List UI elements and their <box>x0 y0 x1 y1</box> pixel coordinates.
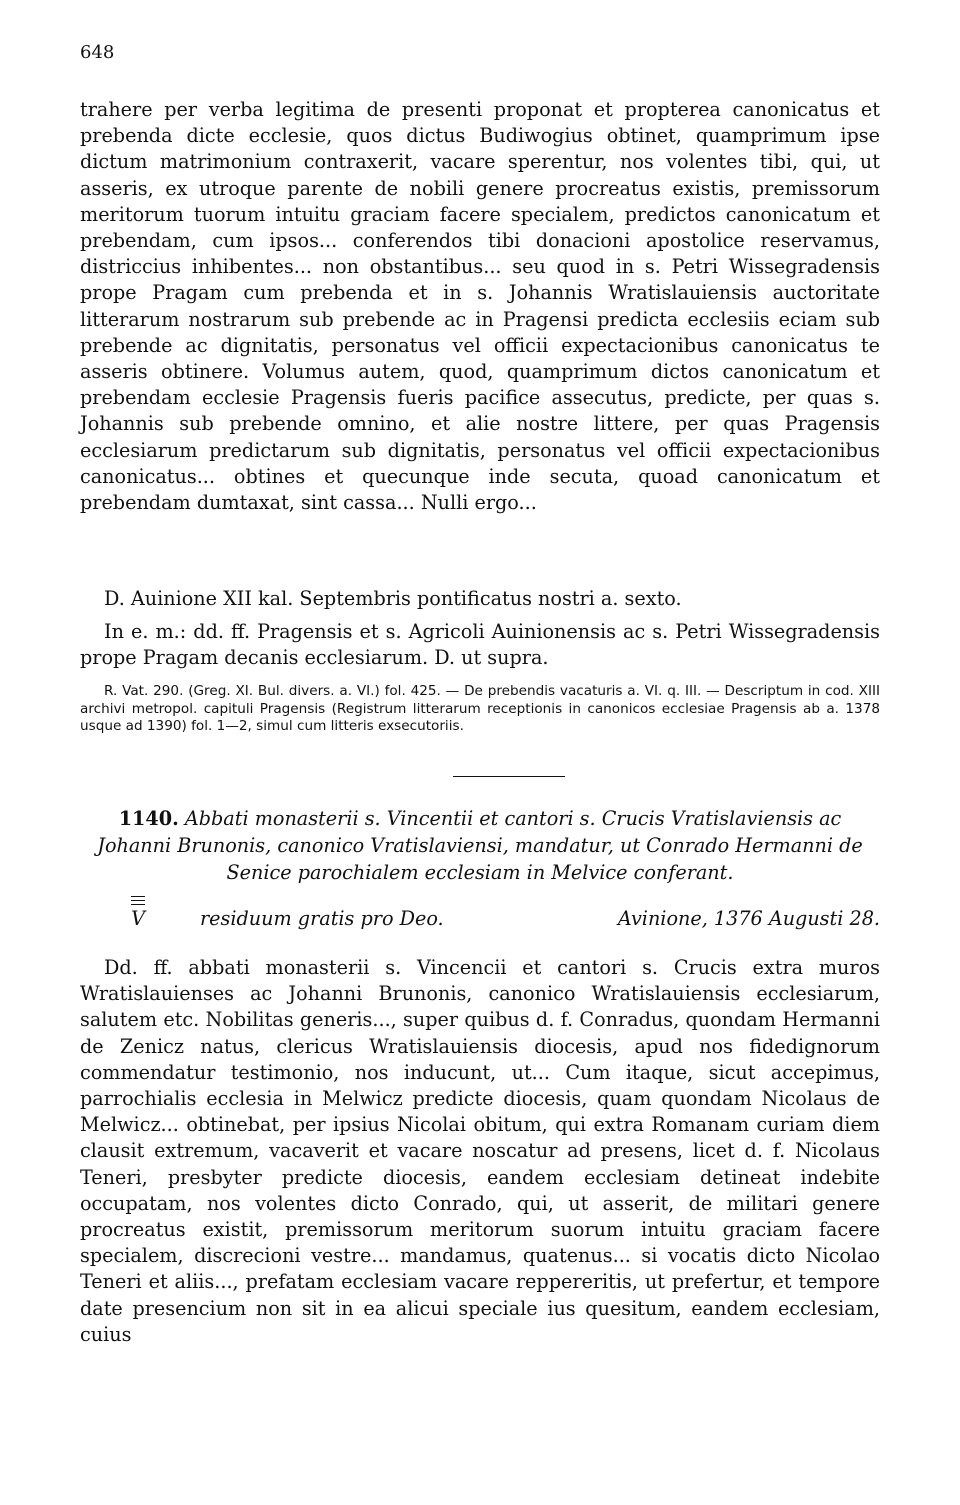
document-2-regest: Abbati monasterii s. Vincentii et cantori s. Crucis Vratislaviensis ac Johanni Brunonis, canonico Vratislaviensi, mandatur, ut Conrado Hermanni de Senice parochialem ecclesiam in Melvice conferant. <box>97 807 863 884</box>
document-2-heading <box>80 805 880 886</box>
triple-bar-mark-icon <box>128 893 148 909</box>
fee-note: residuum gratis pro Deo. <box>200 907 444 930</box>
tax-mark <box>128 893 148 928</box>
document-1-eodem-modo-note: In e. m.: dd. ff. Pragensis et s. Agricoli Auinionensis ac s. Petri Wissegradensis prope Pragam decanis ecclesiarum. D. ut supra. <box>80 620 880 670</box>
document-2-number: 1140. <box>118 807 179 830</box>
document-1-source-footnote: R. Vat. 290. (Greg. XI. Bul. divers. a. VI.) fol. 425. — De prebendis vacaturis a. VI. q. III. — Descriptum in cod. XIII archivi metropol. capituli Pragensis (Registrum litterarum receptionis in canonicos ecclesiae Pragensis ab a. 1378 usque ad 1390) fol. 1—2, simul cum litteris exsecutoriis. <box>80 683 880 734</box>
tax-mark-letter: V <box>131 907 145 930</box>
place-and-date: Avinione, 1376 Augusti 28. <box>617 907 880 930</box>
document-2-body-paragraph: Dd. ff. abbati monasterii s. Vincencii et cantori s. Crucis extra muros Wratislauienses ac Johanni Brunonis, canonico Wratislauiensis ecclesiarum, salutem etc. Nobilitas generis..., super quibus d. f. Conradus, quondam Hermanni de Zenicz natus, clericus Wratislauiensis diocesis, apud nos fidedignorum commendatur testimonio, nos inducunt, ut... Cum itaque, sicut accepimus, parrochialis ecclesia in Melwicz predicte diocesis, quam quondam Nicolaus de Melwicz... obtinebat, per ipsius Nicolai obitum, qui extra Romanam curiam diem clausit extremum, vacaverit et vacare noscatur ad presens, licet d. f. Nicolaus Teneri, presbyter predicte diocesis, eandem ecclesiam detineat indebite occupatam, nos volentes dicto Conrado, qui, ut asserit, de militari genere procreatus existit, premissorum meritorum suorum intuitu graciam facere specialem, discrecioni vestre... mandamus, quatenus... si vocatis dicto Nicolao Teneri et aliis..., prefatam ecclesiam vacare reppereritis, ut prefertur, et tempore date presencium non sit in ea alicui speciale ius quesitum, eandem ecclesiam, cuius <box>80 956 880 1346</box>
page-number: 648 <box>80 42 115 63</box>
document-1-body-paragraph: trahere per verba legitima de presenti proponat et propterea canonicatus et prebenda dicte ecclesie, quos dictus Budiwogius obtinet, quamprimum ipse dictum matrimonium contraxerit, vacare sperentur, nos volentes tibi, qui, ut asseris, ex utroque parente de nobili genere procreatus existis, premissorum meritorum tuorum intuitu graciam facere specialem, predictos canonicatum et prebendam, cum ipsos... conferendos tibi donacioni apostolice reservamus, districcius inhibentes... non obstantibus... seu quod in s. Petri Wissegradensis prope Pragam cum prebenda et in s. Johannis Wratislauiensis auctoritate litterarum nostrarum sub prebende ac in Pragensi predicta ecclesiis eciam sub prebende ac dignitatis, personatus vel officii expectacionibus canonicatus te asseris obtinere. Volumus autem, quod, quamprimum dictos canonicatum et prebendam ecclesie Pragensis fueris pacifice assecutus, predicte, per quas s. Johannis sub prebende omnino, et alie nostre littere, per quas Pragensis ecclesiarum predictarum sub dignitatis, personatus vel officii expectacionibus canonicatus... obtines et quecunque inde secuta, quoad canonicatum et prebendam dumtaxat, sint cassa... Nulli ergo... <box>80 98 880 515</box>
document-1-dating-clause: D. Auinione XII kal. Septembris pontificatus nostri a. sexto. <box>104 587 682 610</box>
section-divider-rule <box>453 776 565 777</box>
